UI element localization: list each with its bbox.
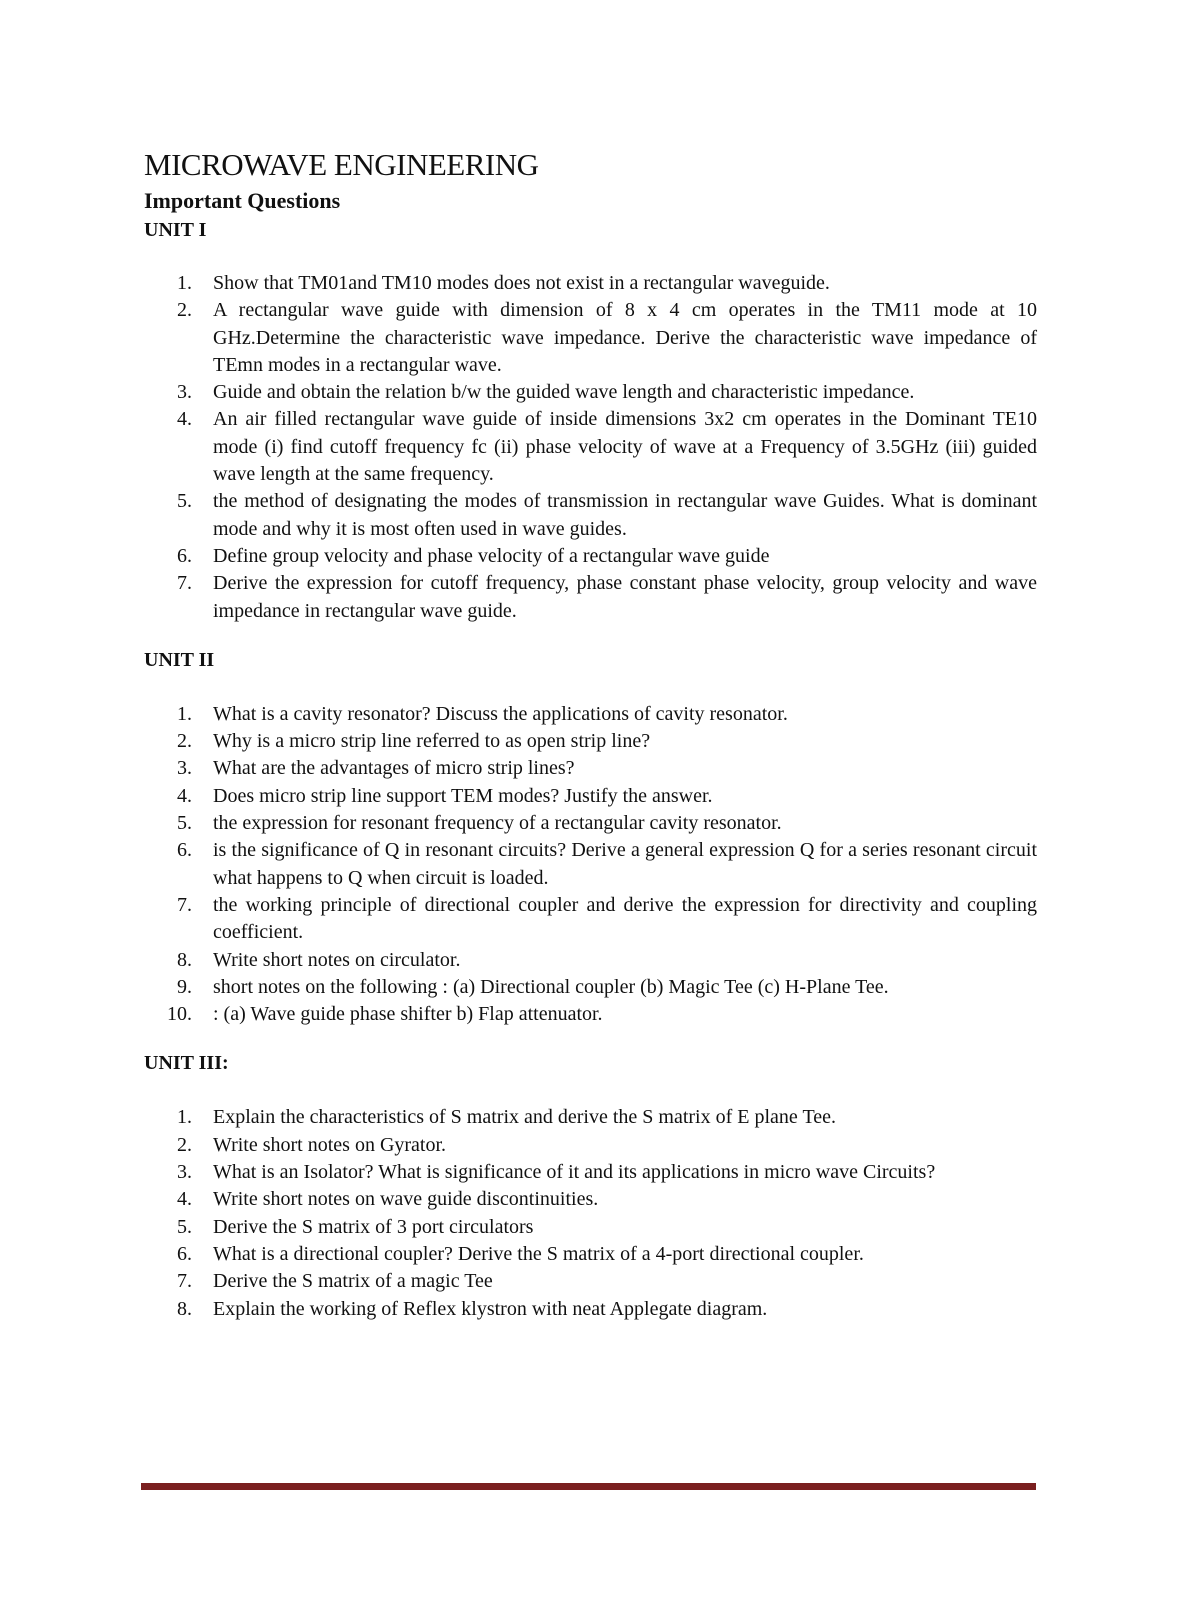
question-text: What is an Isolator? What is significance of it and its applications in micro wave Circuits?: [213, 1161, 936, 1184]
question-number: 4.: [177, 408, 192, 431]
question-text: is the significance of Q in resonant circuits? Derive a general expression Q for a series resonant circuit what happens to Q when circuit is loaded.: [213, 839, 1037, 889]
question-item: [144, 1241, 1037, 1268]
question-item: [144, 783, 1037, 810]
question-item: [144, 570, 1037, 625]
question-number: 6.: [177, 544, 192, 567]
document-page: [144, 148, 1037, 1323]
question-text: Show that TM01and TM10 modes does not exist in a rectangular waveguide.: [213, 272, 830, 294]
question-text: Write short notes on Gyrator.: [213, 1133, 447, 1156]
question-text: Explain the working of Reflex klystron with neat Applegate diagram.: [213, 1297, 768, 1320]
units-container: [144, 217, 1037, 1323]
question-item: [144, 947, 1037, 974]
question-text: Does micro strip line support TEM modes? Justify the answer.: [213, 784, 713, 807]
unit-section: [144, 647, 1037, 1029]
question-number: 3.: [177, 1161, 192, 1184]
question-item: [144, 810, 1037, 837]
question-number: 2.: [177, 730, 192, 753]
question-item: [144, 488, 1037, 543]
question-text: Define group velocity and phase velocity of a rectangular wave guide: [213, 544, 770, 567]
question-text: the method of designating the modes of transmission in rectangular wave Guides. What is dominant mode and why it is most often used in wave guides.: [213, 490, 1037, 540]
question-item: [144, 1186, 1037, 1213]
question-number: 9.: [177, 975, 192, 998]
question-number: 1.: [177, 1106, 192, 1129]
question-number: 5.: [177, 490, 192, 513]
question-text: A rectangular wave guide with dimension of 8 x 4 cm operates in the TM11 mode at 10 GHz.Determine the characteristic wave impedance. Derive the characteristic wave impedance of TEmn modes in a rectangular wave.: [213, 299, 1037, 376]
unit-section: [144, 217, 1037, 625]
question-text: Why is a micro strip line referred to as open strip line?: [213, 730, 651, 753]
question-number: 3.: [177, 757, 192, 780]
question-text: What is a directional coupler? Derive the S matrix of a 4-port directional coupler.: [213, 1242, 864, 1265]
question-item: [144, 1214, 1037, 1241]
question-number: 7.: [177, 1270, 192, 1293]
question-number: 3.: [177, 381, 192, 404]
question-item: [144, 974, 1037, 1001]
question-number: 7.: [177, 893, 192, 916]
question-list: [144, 701, 1037, 1029]
question-text: Derive the S matrix of a magic Tee: [213, 1270, 493, 1293]
question-number: 1.: [177, 702, 192, 725]
question-item: [144, 1159, 1037, 1186]
question-text: Write short notes on circulator.: [213, 948, 461, 971]
question-item: [144, 1104, 1037, 1131]
question-number: 2.: [177, 299, 192, 322]
question-text: : (a) Wave guide phase shifter b) Flap attenuator.: [213, 1003, 603, 1026]
question-item: [144, 406, 1037, 488]
question-text: short notes on the following : (a) Directional coupler (b) Magic Tee (c) H-Plane Tee.: [213, 975, 889, 998]
question-item: [144, 543, 1037, 570]
question-number: 6.: [177, 839, 192, 862]
document-subtitle: Important Questions: [144, 188, 341, 213]
question-item: [144, 837, 1037, 892]
question-item: [144, 379, 1037, 406]
question-text: the working principle of directional coupler and derive the expression for directivity and coupling coefficient.: [213, 893, 1037, 944]
question-text: Explain the characteristics of S matrix and derive the S matrix of E plane Tee.: [213, 1106, 837, 1129]
question-item: [144, 1296, 1037, 1323]
unit-heading: UNIT II: [144, 648, 215, 671]
question-item: [144, 270, 1037, 297]
question-item: [144, 755, 1037, 782]
question-number: 8.: [177, 1297, 192, 1320]
question-number: 4.: [177, 784, 192, 807]
question-number: 5.: [177, 1215, 192, 1238]
question-text: Derive the S matrix of 3 port circulators: [213, 1215, 534, 1238]
question-text: What are the advantages of micro strip lines?: [213, 757, 575, 780]
question-number: 4.: [177, 1188, 192, 1211]
question-item: [144, 297, 1037, 379]
question-text: Write short notes on wave guide discontinuities.: [213, 1188, 599, 1211]
question-item: [144, 1268, 1037, 1295]
question-list: [144, 1104, 1037, 1322]
question-item: [144, 728, 1037, 755]
document-title: MICROWAVE ENGINEERING: [144, 147, 539, 182]
question-text: An air filled rectangular wave guide of inside dimensions 3x2 cm operates in the Dominant TE10 mode (i) find cutoff frequency fc (ii) phase velocity of wave at a Frequency of 3.5GHz (iii) guided wave length at the same frequency.: [213, 408, 1037, 486]
question-number: 5.: [177, 812, 192, 835]
question-item: [144, 892, 1037, 947]
question-number: 6.: [177, 1242, 192, 1265]
unit-heading: UNIT III:: [144, 1052, 229, 1075]
question-number: 1.: [177, 272, 192, 294]
question-number: 8.: [177, 948, 192, 971]
question-number: 2.: [177, 1133, 192, 1156]
unit-heading: UNIT I: [144, 219, 207, 241]
question-item: [144, 1132, 1037, 1159]
question-number: 7.: [177, 572, 192, 595]
question-text: Guide and obtain the relation b/w the guided wave length and characteristic impedance.: [213, 381, 915, 404]
unit-section: [144, 1050, 1037, 1322]
question-text: the expression for resonant frequency of a rectangular cavity resonator.: [213, 812, 782, 835]
question-text: What is a cavity resonator? Discuss the applications of cavity resonator.: [213, 702, 788, 725]
footer-rule: [141, 1483, 1036, 1490]
question-item: [144, 701, 1037, 728]
question-item: [144, 1001, 1037, 1028]
question-text: Derive the expression for cutoff frequency, phase constant phase velocity, group velocity and wave impedance in rectangular wave guide.: [213, 572, 1037, 622]
question-list: [144, 270, 1037, 625]
question-number: 10.: [167, 1003, 192, 1026]
